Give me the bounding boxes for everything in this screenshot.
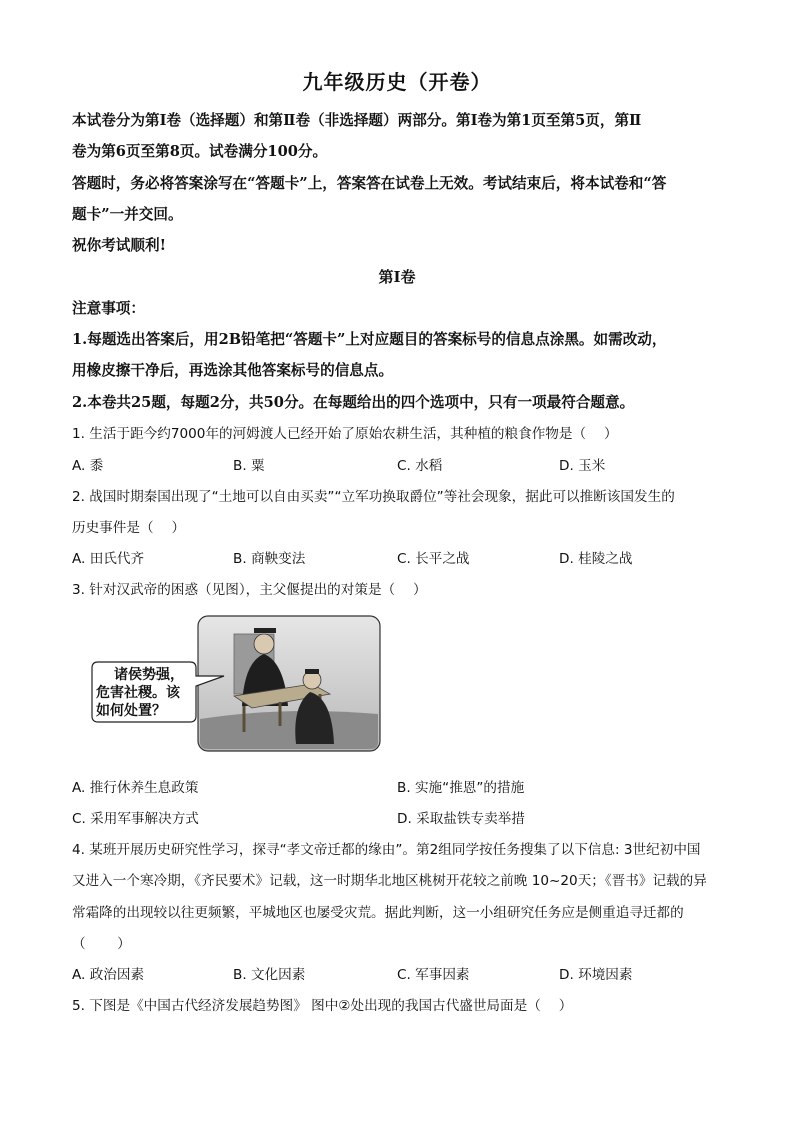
notice-line-3: 2.本卷共25题，每题2分，共50分。在每题给出的四个选项中，只有一项最符合题意。	[72, 394, 635, 411]
question-3-option-b[interactable]: B. 实施“推恩”的措施	[397, 780, 525, 796]
question-3-option-d[interactable]: D. 采取盐铁专卖举措	[397, 811, 525, 827]
emperor-head	[254, 634, 274, 654]
question-4-option-d[interactable]: D. 环境因素	[559, 967, 633, 983]
speech-line-2: 危害社稷。该	[96, 685, 180, 701]
question-2-stem-line-2: 历史事件是（ ）	[72, 520, 186, 536]
emperor-illustration	[84, 614, 382, 753]
floor-shape	[200, 711, 378, 749]
speech-line-3: 如何处置？	[96, 703, 166, 719]
question-4-stem-line-1: 4. 某班开展历史研究性学习，探寻“孝文帝迁都的缘由”。第2组同学按任务搜集了以下信息: 3世纪初中国	[72, 842, 701, 858]
question-4-stem-line-2: 又进入一个寒冷期，《齐民要术》记载，这一时期华北地区桃树开花较之前晚 10~20天；《晋书》记载的异	[72, 873, 707, 889]
notice-line-2: 用橡皮擦干净后，再选涂其他答案标号的信息点。	[72, 362, 394, 379]
question-4-stem-line-3: 常霜降的出现较以往更频繁，平城地区也屡受灾荒。据此判断，这一小组研究任务应是侧重追寻迁都的	[72, 905, 684, 921]
question-4-option-a[interactable]: A. 政治因素	[72, 967, 145, 983]
question-1-option-d[interactable]: D. 玉米	[559, 458, 606, 474]
intro-line-3: 答题时，务必将答案涂写在“答题卡”上，答案答在试卷上无效。考试结束后，将本试卷和“答	[72, 175, 667, 192]
intro-line-5: 祝你考试顺利!	[72, 237, 166, 254]
question-1-option-b[interactable]: B. 粟	[233, 458, 265, 474]
question-1-option-c[interactable]: C. 水稻	[397, 458, 443, 474]
notice-heading: 注意事项：	[72, 300, 145, 317]
emperor-crown	[254, 628, 276, 633]
intro-line-1: 本试卷分为第Ⅰ卷（选择题）和第Ⅱ卷（非选择题）两部分。第Ⅰ卷为第1页至第5页，第Ⅱ	[72, 112, 642, 129]
official-hat	[305, 669, 319, 674]
question-2-option-c[interactable]: C. 长平之战	[397, 551, 470, 567]
page-title: 九年级历史（开卷）	[302, 70, 492, 94]
question-2-option-d[interactable]: D. 桂陵之战	[559, 551, 633, 567]
notice-line-1: 1.每题选出答案后，用2B铅笔把“答题卡”上对应题目的答案标号的信息点涂黑。如需改动，	[72, 331, 667, 348]
question-1-option-a[interactable]: A. 黍	[72, 458, 104, 474]
question-2-stem-line-1: 2. 战国时期秦国出现了“土地可以自由买卖”“立军功换取爵位”等社会现象，据此可以推断该国发生的	[72, 489, 675, 505]
intro-line-4: 题卡”一并交回。	[72, 206, 183, 223]
intro-line-2: 卷为第6页至第8页。试卷满分100分。	[72, 143, 328, 160]
question-3-option-a[interactable]: A. 推行休养生息政策	[72, 780, 199, 796]
question-4-option-b[interactable]: B. 文化因素	[233, 967, 306, 983]
question-3-stem: 3. 针对汉武帝的困惑（见图），主父偃提出的对策是（ ）	[72, 582, 427, 598]
question-5-stem: 5. 下图是《中国古代经济发展趋势图》 图中②处出现的我国古代盛世局面是（ ）	[72, 998, 573, 1014]
question-1-stem: 1. 生活于距今约7000年的河姆渡人已经开始了原始农耕生活，其种植的粮食作物是（ ）	[72, 426, 618, 442]
question-4-option-c[interactable]: C. 军事因素	[397, 967, 470, 983]
question-2-option-a[interactable]: A. 田氏代齐	[72, 551, 145, 567]
speech-line-1: 诸侯势强，	[114, 667, 184, 683]
question-2-option-b[interactable]: B. 商鞅变法	[233, 551, 306, 567]
question-4-stem-line-4: （ ）	[72, 936, 131, 952]
question-3-option-c[interactable]: C. 采用军事解决方式	[72, 811, 199, 827]
section-title: 第Ⅰ卷	[378, 268, 416, 286]
